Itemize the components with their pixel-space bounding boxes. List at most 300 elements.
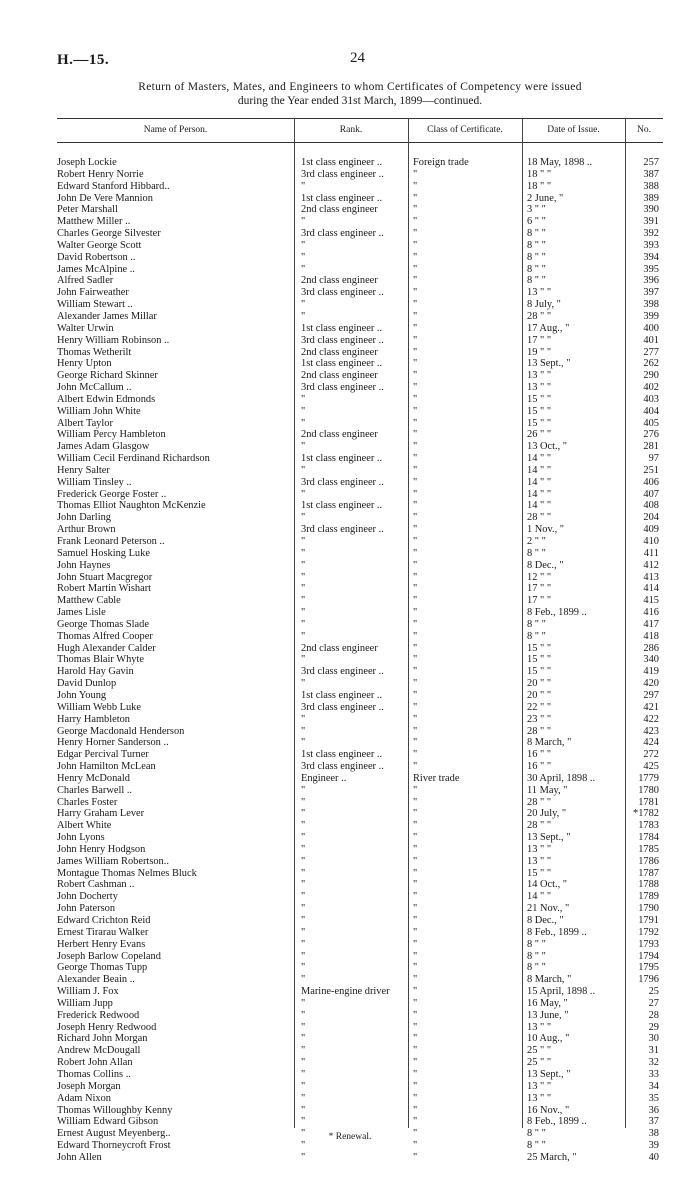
rank-cell: 3rd class engineer ..	[301, 666, 384, 678]
name-cell: Robert Henry Norrie	[57, 168, 144, 180]
name-cell: James Adam Glasgow	[57, 441, 150, 453]
number-cell: 1779	[638, 772, 659, 784]
table-row	[57, 714, 663, 726]
rank-cell: "	[301, 867, 306, 879]
name-cell: James William Robertson..	[57, 855, 169, 867]
table-row	[57, 726, 663, 738]
class-cell: "	[413, 251, 418, 263]
class-cell: "	[413, 310, 418, 322]
name-cell: William Edward Gibson	[57, 1116, 159, 1128]
number-cell: 405	[643, 417, 659, 429]
table-row	[57, 204, 663, 216]
number-cell: 281	[643, 441, 659, 453]
name-cell: William Stewart ..	[57, 299, 133, 311]
name-cell: Arthur Brown	[57, 524, 116, 536]
class-cell: "	[413, 239, 418, 251]
rank-cell: "	[301, 654, 306, 666]
name-cell: Albert Edwin Edmonds	[57, 393, 156, 405]
date-cell: 8 " "	[527, 630, 546, 642]
table-row	[57, 1057, 663, 1069]
name-cell: Albert White	[57, 820, 112, 832]
date-cell: 13 " "	[527, 843, 552, 855]
class-cell: "	[413, 1021, 418, 1033]
table-row	[57, 228, 663, 240]
number-cell: 414	[643, 583, 659, 595]
number-cell: 1784	[638, 832, 659, 844]
number-cell: 36	[648, 1104, 659, 1116]
table-row	[57, 287, 663, 299]
name-cell: Walter Urwin	[57, 322, 114, 334]
title-line-2: during the Year ended 31st March, 1899—continued.	[237, 95, 483, 107]
name-cell: George Macdonald Henderson	[57, 725, 185, 737]
date-cell: 2 June, "	[527, 192, 564, 204]
number-cell: 399	[643, 310, 659, 322]
table-row	[57, 406, 663, 418]
number-cell: 1791	[638, 915, 659, 926]
table-row	[57, 951, 663, 963]
rank-cell: 3rd class engineer ..	[301, 701, 384, 713]
class-cell: "	[413, 867, 418, 879]
rank-cell: "	[301, 1140, 306, 1152]
table-row	[57, 311, 663, 323]
name-cell: William J. Fox	[57, 986, 119, 998]
name-cell: Harry Graham Lever	[57, 808, 145, 820]
rank-cell: "	[301, 950, 306, 962]
name-cell: Walter George Scott	[57, 239, 142, 251]
class-cell: "	[413, 287, 418, 299]
rank-cell: 1st class engineer ..	[301, 500, 383, 512]
name-cell: Charles Barwell ..	[57, 784, 133, 796]
name-cell: Samuel Hosking Luke	[57, 547, 150, 559]
date-cell: 13 " "	[527, 1080, 552, 1092]
name-cell: David Robertson ..	[57, 251, 136, 263]
rank-cell: 2nd class engineer	[301, 642, 378, 654]
name-cell: Joseph Lockie	[57, 157, 117, 168]
rank-cell: 1st class engineer ..	[301, 453, 383, 465]
number-cell: 39	[648, 1140, 659, 1152]
class-cell: "	[413, 382, 418, 394]
number-cell: 204	[643, 512, 659, 524]
class-cell: "	[413, 607, 418, 619]
number-cell: 411	[643, 547, 659, 559]
rank-cell: "	[301, 938, 306, 950]
name-cell: John Hamilton McLean	[57, 761, 156, 773]
class-cell: "	[413, 464, 418, 476]
table-row	[57, 986, 663, 998]
number-cell: 1781	[638, 796, 659, 808]
class-cell: "	[413, 322, 418, 334]
date-cell: 14 " "	[527, 464, 552, 476]
date-cell: 8 " "	[527, 239, 546, 251]
name-cell: Herbert Henry Evans	[57, 938, 146, 950]
table-row	[57, 441, 663, 453]
number-cell: 1790	[638, 903, 659, 915]
name-cell: Thomas Willoughby Kenny	[57, 1104, 173, 1116]
table-row	[57, 879, 663, 891]
number-cell: 409	[643, 524, 659, 536]
class-cell: "	[413, 488, 418, 500]
table-row	[57, 157, 663, 169]
class-cell: "	[413, 168, 418, 180]
class-cell: "	[413, 761, 418, 773]
table-row	[57, 939, 663, 951]
class-cell: "	[413, 476, 418, 488]
number-cell: 395	[643, 263, 659, 275]
date-cell: 13 " "	[527, 287, 552, 299]
rank-cell: 1st class engineer ..	[301, 749, 383, 761]
number-cell: 28	[648, 1009, 659, 1021]
rank-cell: "	[301, 559, 306, 571]
table-row	[57, 240, 663, 252]
rank-cell: 2nd class engineer	[301, 429, 378, 441]
date-cell: 8 " "	[527, 275, 546, 287]
name-cell: James Lisle	[57, 607, 106, 619]
rank-cell: "	[301, 547, 306, 559]
date-cell: 14 " "	[527, 488, 552, 500]
rank-cell: "	[301, 997, 306, 1009]
column-header-class: Class of Certificate.	[427, 125, 503, 135]
table-row	[57, 643, 663, 655]
rank-cell: "	[301, 464, 306, 476]
rank-cell: "	[301, 737, 306, 749]
name-cell: William Jupp	[57, 997, 113, 1009]
class-cell: "	[413, 1140, 418, 1152]
table-row	[57, 1022, 663, 1034]
number-cell: 401	[643, 334, 659, 346]
date-cell: 8 July, "	[527, 299, 561, 311]
title-line-1: Return of Masters, Mates, and Engineers to whom Certificates of Competency were issued	[138, 81, 582, 93]
number-cell: 1795	[638, 962, 659, 974]
rank-cell: "	[301, 903, 306, 915]
number-cell: 277	[643, 346, 659, 358]
number-cell: 419	[643, 666, 659, 678]
number-cell: 425	[643, 761, 659, 773]
class-cell: "	[413, 689, 418, 701]
name-cell: Henry Upton	[57, 358, 112, 370]
rank-cell: 3rd class engineer ..	[301, 476, 384, 488]
name-cell: William Percy Hambleton	[57, 429, 166, 441]
table-row	[57, 512, 663, 524]
number-cell: 262	[643, 358, 659, 370]
class-cell: "	[413, 346, 418, 358]
number-cell: 417	[643, 618, 659, 630]
class-cell: "	[413, 275, 418, 287]
class-cell: "	[413, 1009, 418, 1021]
rank-cell: "	[301, 796, 306, 808]
name-cell: Henry McDonald	[57, 772, 131, 784]
date-cell: 13 June, "	[527, 1009, 569, 1021]
date-cell: 8 March, "	[527, 737, 572, 749]
table-row	[57, 785, 663, 797]
class-cell: "	[413, 1045, 418, 1057]
column-header-number: No.	[637, 125, 651, 135]
date-cell: 28 " "	[527, 310, 552, 322]
table-row	[57, 477, 663, 489]
class-cell: "	[413, 216, 418, 228]
rank-cell: "	[301, 832, 306, 844]
number-cell: 1792	[638, 926, 659, 938]
number-cell: 32	[648, 1057, 659, 1069]
number-cell: 387	[643, 168, 659, 180]
date-cell: 18 May, 1898 ..	[527, 157, 593, 168]
rank-cell: Engineer ..	[301, 772, 347, 784]
class-cell: "	[413, 595, 418, 607]
table-row	[57, 927, 663, 939]
number-cell: 388	[643, 180, 659, 192]
number-cell: 340	[643, 654, 659, 666]
rank-cell: "	[301, 583, 306, 595]
number-cell: 406	[643, 476, 659, 488]
date-cell: 8 Dec., "	[527, 915, 564, 926]
rank-cell: 1st class engineer ..	[301, 689, 383, 701]
date-cell: 20 " "	[527, 689, 552, 701]
class-cell: "	[413, 725, 418, 737]
column-header-rank: Rank.	[339, 125, 363, 135]
class-cell: "	[413, 749, 418, 761]
table-row	[57, 1105, 663, 1117]
number-cell: 418	[643, 630, 659, 642]
date-cell: 23 " "	[527, 713, 552, 725]
number-cell: 413	[643, 571, 659, 583]
date-cell: 17 Aug., "	[527, 322, 570, 334]
date-cell: 15 April, 1898 ..	[527, 986, 596, 998]
name-cell: John Paterson	[57, 903, 116, 915]
table-row	[57, 524, 663, 536]
date-cell: 11 May, "	[527, 784, 568, 796]
rank-cell: 2nd class engineer	[301, 275, 378, 287]
number-cell: 29	[648, 1021, 659, 1033]
rank-cell: "	[301, 393, 306, 405]
date-cell: 15 " "	[527, 654, 552, 666]
date-cell: 15 " "	[527, 405, 552, 417]
number-cell: 272	[643, 749, 659, 761]
date-cell: 16 Nov., "	[527, 1104, 570, 1116]
rank-cell: 2nd class engineer	[301, 204, 378, 216]
table-row	[57, 974, 663, 986]
name-cell: Thomas Blair Whyte	[57, 654, 144, 666]
page-number: 24	[350, 50, 365, 66]
date-cell: 13 " "	[527, 1021, 552, 1033]
table-row	[57, 1116, 663, 1128]
rank-cell: "	[301, 1080, 306, 1092]
rank-cell: "	[301, 595, 306, 607]
class-cell: "	[413, 583, 418, 595]
date-cell: 28 " "	[527, 820, 552, 832]
number-cell: 40	[648, 1151, 659, 1163]
class-cell: "	[413, 737, 418, 749]
number-cell: 412	[643, 559, 659, 571]
table-row	[57, 820, 663, 832]
class-cell: "	[413, 903, 418, 915]
date-cell: 10 Aug., "	[527, 1033, 570, 1045]
name-cell: Harold Hay Gavin	[57, 666, 134, 678]
name-cell: John Haynes	[57, 559, 111, 571]
table-row	[57, 1152, 663, 1164]
rank-cell: 3rd class engineer ..	[301, 228, 384, 240]
class-cell: "	[413, 429, 418, 441]
rank-cell: "	[301, 962, 306, 974]
class-cell: "	[413, 1080, 418, 1092]
number-cell: 422	[643, 713, 659, 725]
date-cell: 28 " "	[527, 796, 552, 808]
name-cell: Edward Thorneycroft Frost	[57, 1140, 171, 1152]
name-cell: Adam Nixon	[57, 1092, 111, 1104]
rank-cell: "	[301, 1033, 306, 1045]
rank-cell: "	[301, 1151, 306, 1163]
name-cell: Edgar Percival Turner	[57, 749, 149, 761]
class-cell: "	[413, 642, 418, 654]
class-cell: "	[413, 204, 418, 216]
date-cell: 30 April, 1898 ..	[527, 772, 596, 784]
class-cell: "	[413, 843, 418, 855]
number-cell: 404	[643, 405, 659, 417]
name-cell: Alexander James Millar	[57, 310, 157, 322]
name-cell: John Henry Hodgson	[57, 843, 146, 855]
name-cell: John De Vere Mannion	[57, 192, 153, 204]
date-cell: 2 " "	[527, 536, 546, 547]
rank-cell: 3rd class engineer ..	[301, 761, 384, 773]
class-cell: "	[413, 630, 418, 642]
name-cell: Robert John Allan	[57, 1057, 133, 1069]
name-cell: John Docherty	[57, 891, 118, 903]
rank-cell: "	[301, 1092, 306, 1104]
date-cell: 19 " "	[527, 346, 552, 358]
name-cell: Albert Taylor	[57, 417, 113, 429]
rank-cell: 3rd class engineer ..	[301, 382, 384, 394]
name-cell: Robert Martin Wishart	[57, 583, 152, 595]
table-row	[57, 773, 663, 785]
rank-cell: "	[301, 1009, 306, 1021]
number-cell: 416	[643, 607, 659, 619]
table-row	[57, 252, 663, 264]
date-cell: 8 " "	[527, 1140, 546, 1152]
class-cell: "	[413, 986, 418, 998]
class-cell: Foreign trade	[413, 157, 469, 168]
name-cell: David Dunlop	[57, 678, 117, 690]
rank-cell: "	[301, 1068, 306, 1080]
class-cell: "	[413, 1068, 418, 1080]
class-cell: "	[413, 536, 418, 547]
class-cell: "	[413, 654, 418, 666]
table-row	[57, 832, 663, 844]
class-cell: "	[413, 1092, 418, 1104]
rank-cell: 1st class engineer ..	[301, 358, 383, 370]
table-row	[57, 181, 663, 193]
number-cell: 407	[643, 488, 659, 500]
table-body	[57, 157, 663, 1164]
date-cell: 15 " "	[527, 666, 552, 678]
table-row	[57, 761, 663, 773]
class-cell: "	[413, 1057, 418, 1069]
rank-cell: "	[301, 1057, 306, 1069]
class-cell: "	[413, 405, 418, 417]
number-cell: 398	[643, 299, 659, 311]
name-cell: John Fairweather	[57, 287, 129, 299]
table-row	[57, 666, 663, 678]
number-cell: 1788	[638, 879, 659, 891]
rank-cell: "	[301, 405, 306, 417]
table-row	[57, 678, 663, 690]
number-cell: 251	[643, 464, 659, 476]
date-cell: 14 " "	[527, 476, 552, 488]
rank-cell: "	[301, 441, 306, 453]
class-cell: "	[413, 370, 418, 382]
rank-cell: "	[301, 725, 306, 737]
date-cell: 14 " "	[527, 891, 552, 903]
table-row	[57, 1069, 663, 1081]
rank-cell: "	[301, 855, 306, 867]
date-cell: 20 " "	[527, 678, 552, 690]
table-header-rule	[57, 142, 663, 143]
rank-cell: 3rd class engineer ..	[301, 287, 384, 299]
name-cell: Joseph Morgan	[57, 1080, 121, 1092]
table-row	[57, 607, 663, 619]
rank-cell: 1st class engineer ..	[301, 157, 383, 168]
footnote: * Renewal.	[328, 1132, 372, 1142]
date-cell: 8 " "	[527, 263, 546, 275]
number-cell: 415	[643, 595, 659, 607]
date-cell: 15 " "	[527, 417, 552, 429]
name-cell: Matthew Cable	[57, 595, 121, 607]
class-cell: "	[413, 938, 418, 950]
class-cell: "	[413, 1151, 418, 1163]
table-row	[57, 335, 663, 347]
table-row	[57, 737, 663, 749]
name-cell: Henry Horner Sanderson ..	[57, 737, 169, 749]
class-cell: "	[413, 180, 418, 192]
rank-cell: "	[301, 180, 306, 192]
number-cell: 297	[643, 689, 659, 701]
name-cell: John Lyons	[57, 832, 105, 844]
table-row	[57, 560, 663, 572]
rank-cell: "	[301, 618, 306, 630]
date-cell: 15 " "	[527, 393, 552, 405]
date-cell: 13 " "	[527, 1092, 552, 1104]
date-cell: 25 " "	[527, 1045, 552, 1057]
table-row	[57, 489, 663, 501]
name-cell: William John White	[57, 405, 141, 417]
number-cell: 389	[643, 192, 659, 204]
rank-cell: "	[301, 926, 306, 938]
class-cell: "	[413, 796, 418, 808]
date-cell: 8 " "	[527, 1128, 546, 1140]
rank-cell: 3rd class engineer ..	[301, 334, 384, 346]
date-cell: 26 " "	[527, 429, 552, 441]
class-cell: "	[413, 393, 418, 405]
number-cell: 390	[643, 204, 659, 216]
number-cell: 391	[643, 216, 659, 228]
class-cell: "	[413, 962, 418, 974]
class-cell: "	[413, 974, 418, 986]
class-cell: "	[413, 299, 418, 311]
name-cell: Thomas Alfred Cooper	[57, 630, 153, 642]
name-cell: Matthew Miller ..	[57, 216, 131, 228]
name-cell: Frederick George Foster ..	[57, 488, 167, 500]
name-cell: George Richard Skinner	[57, 370, 158, 382]
date-cell: 8 " "	[527, 962, 546, 974]
name-cell: Thomas Wetherilt	[57, 346, 132, 358]
date-cell: 15 " "	[527, 642, 552, 654]
name-cell: Joseph Barlow Copeland	[57, 950, 161, 962]
table-row	[57, 465, 663, 477]
class-cell: "	[413, 559, 418, 571]
class-cell: "	[413, 618, 418, 630]
rank-cell: "	[301, 251, 306, 263]
number-cell: 396	[643, 275, 659, 287]
rank-cell: "	[301, 784, 306, 796]
class-cell: "	[413, 832, 418, 844]
number-cell: 408	[643, 500, 659, 512]
